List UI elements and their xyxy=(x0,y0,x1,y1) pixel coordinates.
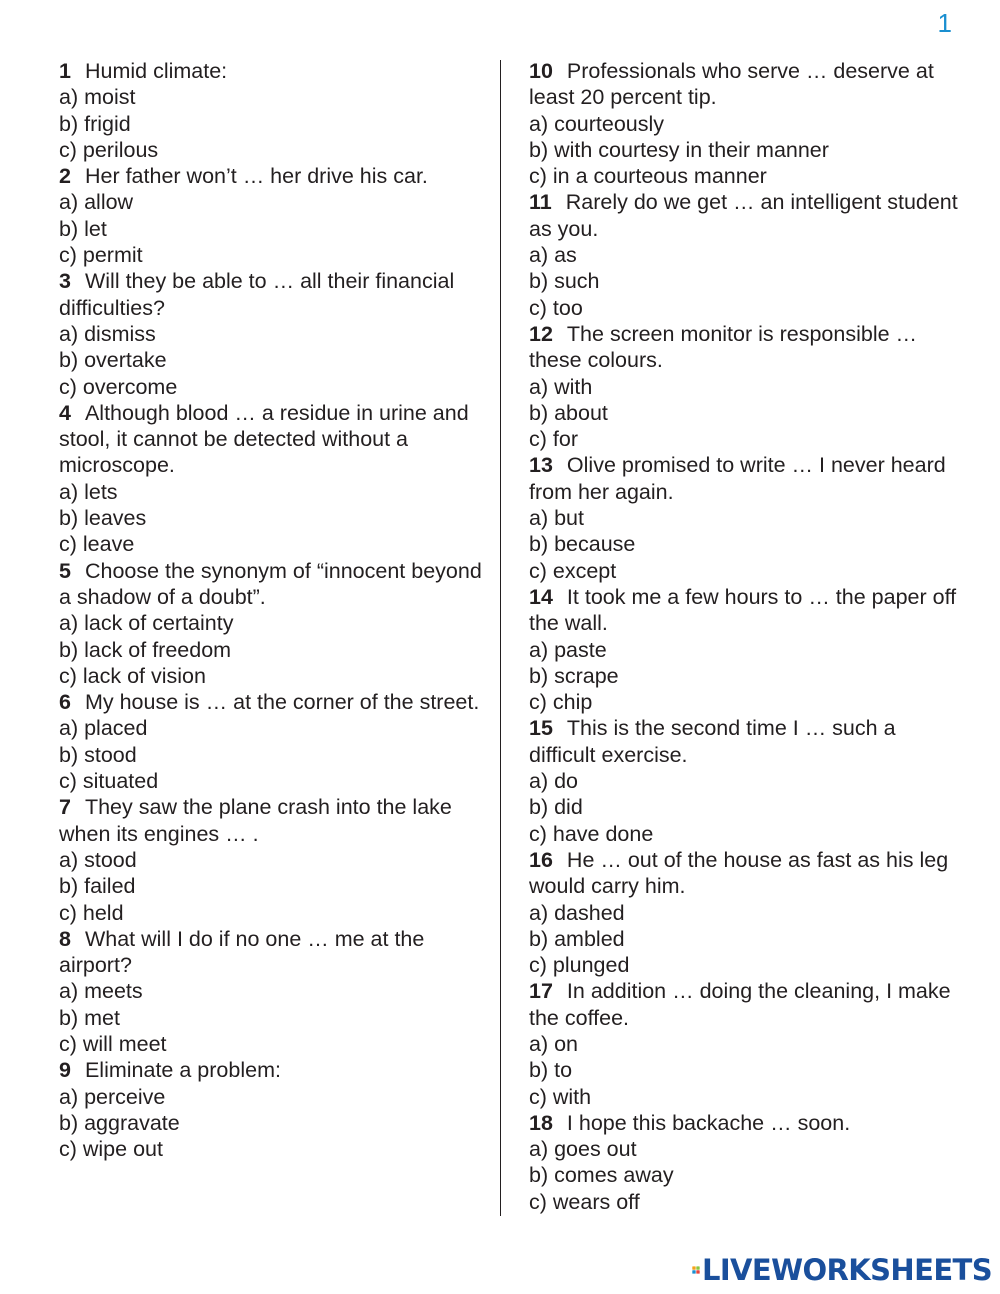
question-number: 2 xyxy=(59,164,71,189)
question-number: 4 xyxy=(59,400,71,425)
question-number: 18 xyxy=(529,1110,553,1135)
answer-option: b) to xyxy=(529,1058,573,1083)
question-11 xyxy=(529,189,959,242)
answer-option: b) comes away xyxy=(529,1163,674,1188)
answer-option: a) but xyxy=(529,506,584,531)
answer-option: c) will meet xyxy=(59,1031,167,1056)
question-number: 16 xyxy=(529,847,553,872)
answer-option: b) frigid xyxy=(59,111,131,136)
question-number: 11 xyxy=(529,190,552,215)
answer-option: b) because xyxy=(529,532,636,557)
answer-option: b) ambled xyxy=(529,926,625,951)
answer-option: c) situated xyxy=(59,769,159,794)
answer-option: c) overcome xyxy=(59,374,178,399)
column-divider xyxy=(500,60,501,1216)
question-17 xyxy=(529,978,959,1031)
question-7 xyxy=(59,794,484,847)
question-text: In addition … doing the cleaning, I make the coffee. xyxy=(529,979,951,1030)
question-1 xyxy=(59,58,484,84)
question-8 xyxy=(59,926,484,979)
right-column xyxy=(529,58,959,1215)
question-text: The screen monitor is responsible … these colours. xyxy=(529,321,918,373)
logo-text: LIVEWORKSHEETS xyxy=(701,1253,992,1287)
answer-option: a) meets xyxy=(59,979,143,1004)
answer-option: a) moist xyxy=(59,85,136,110)
question-text: Her father won’t … her drive his car. xyxy=(84,164,428,189)
answer-option: b) such xyxy=(529,269,600,294)
answer-option: c) wipe out xyxy=(59,1137,163,1162)
page-number: 1 xyxy=(937,8,952,38)
question-number: 10 xyxy=(529,59,553,83)
left-column xyxy=(59,58,484,1162)
question-text: Rarely do we get … an intelligent student as you. xyxy=(529,190,958,241)
answer-option: b) did xyxy=(529,795,583,820)
answer-option: c) too xyxy=(529,295,583,320)
question-number: 13 xyxy=(529,453,553,478)
question-number: 3 xyxy=(59,269,71,294)
answer-option: a) as xyxy=(529,243,577,268)
answer-option: c) held xyxy=(59,900,124,925)
question-3 xyxy=(59,268,484,321)
answer-option: c) plunged xyxy=(529,953,630,978)
question-12 xyxy=(529,321,959,374)
answer-option: a) do xyxy=(529,769,579,794)
question-text: They saw the plane crash into the lake when its engines … . xyxy=(59,795,452,846)
question-text: This is the second time I … such a difficult exercise. xyxy=(529,716,896,767)
answer-option: a) lets xyxy=(59,479,118,504)
question-number: 6 xyxy=(59,690,71,715)
answer-option: a) lack of certainty xyxy=(59,611,234,636)
answer-option: a) on xyxy=(529,1031,579,1056)
question-text: Will they be able to … all their financial difficulties? xyxy=(59,269,455,320)
question-text: It took me a few hours to … the paper off the wall. xyxy=(529,584,957,636)
question-number: 14 xyxy=(529,584,553,609)
question-4 xyxy=(59,400,484,479)
question-text: Choose the synonym of “innocent beyond a shadow of a doubt”. xyxy=(59,558,482,609)
answer-option: a) allow xyxy=(59,190,134,215)
question-text: Although blood … a residue in urine and stool, it cannot be detected without a microscope. xyxy=(59,400,469,478)
question-16 xyxy=(529,847,959,900)
question-number: 5 xyxy=(59,558,71,583)
question-text: Eliminate a problem: xyxy=(84,1058,281,1083)
question-text: Olive promised to write … I never heard from her again. xyxy=(529,453,946,504)
answer-option: a) stood xyxy=(59,847,137,872)
answer-option: b) failed xyxy=(59,874,136,899)
answer-option: b) let xyxy=(59,216,107,241)
answer-option: b) lack of freedom xyxy=(59,637,232,662)
answer-option: a) perceive xyxy=(59,1084,166,1109)
answer-option: b) overtake xyxy=(59,348,167,373)
answer-option: a) dismiss xyxy=(59,321,156,346)
answer-option: c) permit xyxy=(59,243,143,268)
question-text: I hope this backache … soon. xyxy=(566,1110,851,1135)
question-text: What will I do if no one … me at the airport? xyxy=(59,926,425,978)
answer-option: a) goes out xyxy=(529,1137,637,1162)
answer-option: a) dashed xyxy=(529,900,625,925)
question-18 xyxy=(529,1110,959,1136)
question-number: 8 xyxy=(59,926,71,951)
question-14 xyxy=(529,584,959,637)
question-5 xyxy=(59,558,484,611)
answer-option: b) scrape xyxy=(529,663,619,688)
liveworksheets-logo-icon xyxy=(692,1257,700,1283)
answer-option: c) with xyxy=(529,1084,592,1109)
question-number: 15 xyxy=(529,716,553,741)
answer-option: c) except xyxy=(529,558,617,583)
answer-option: b) about xyxy=(529,400,608,425)
answer-option: b) leaves xyxy=(59,506,147,531)
question-9 xyxy=(59,1057,484,1083)
answer-option: c) lack of vision xyxy=(59,663,206,688)
answer-option: c) chip xyxy=(529,690,593,715)
question-6 xyxy=(59,689,484,715)
question-10 xyxy=(529,58,959,111)
question-13 xyxy=(529,452,959,505)
question-number: 1 xyxy=(59,59,71,83)
answer-option: a) paste xyxy=(529,637,607,662)
answer-option: a) placed xyxy=(59,716,148,741)
question-number: 9 xyxy=(59,1058,71,1083)
question-15 xyxy=(529,715,959,768)
question-text: He … out of the house as fast as his leg would carry him. xyxy=(529,847,949,899)
question-number: 12 xyxy=(529,321,553,346)
answer-option: c) have done xyxy=(529,821,654,846)
question-text: Professionals who serve … deserve at least 20 percent tip. xyxy=(529,59,934,110)
answer-option: b) with courtesy in their manner xyxy=(529,137,829,162)
answer-option: b) met xyxy=(59,1005,120,1030)
answer-option: c) for xyxy=(529,427,578,452)
question-2 xyxy=(59,163,484,189)
question-text: Humid climate: xyxy=(84,59,228,83)
answer-option: b) stood xyxy=(59,742,137,767)
answer-option: a) with xyxy=(529,374,593,399)
answer-option: c) perilous xyxy=(59,137,159,162)
answer-option: c) in a courteous manner xyxy=(529,164,767,189)
question-number: 7 xyxy=(59,795,71,820)
question-text: My house is … at the corner of the street. xyxy=(84,690,480,715)
answer-option: b) aggravate xyxy=(59,1110,180,1135)
question-number: 17 xyxy=(529,979,553,1004)
answer-option: c) leave xyxy=(59,532,135,557)
liveworksheets-logo xyxy=(692,1252,992,1288)
answer-option: a) courteously xyxy=(529,111,665,136)
answer-option: c) wears off xyxy=(529,1189,640,1214)
